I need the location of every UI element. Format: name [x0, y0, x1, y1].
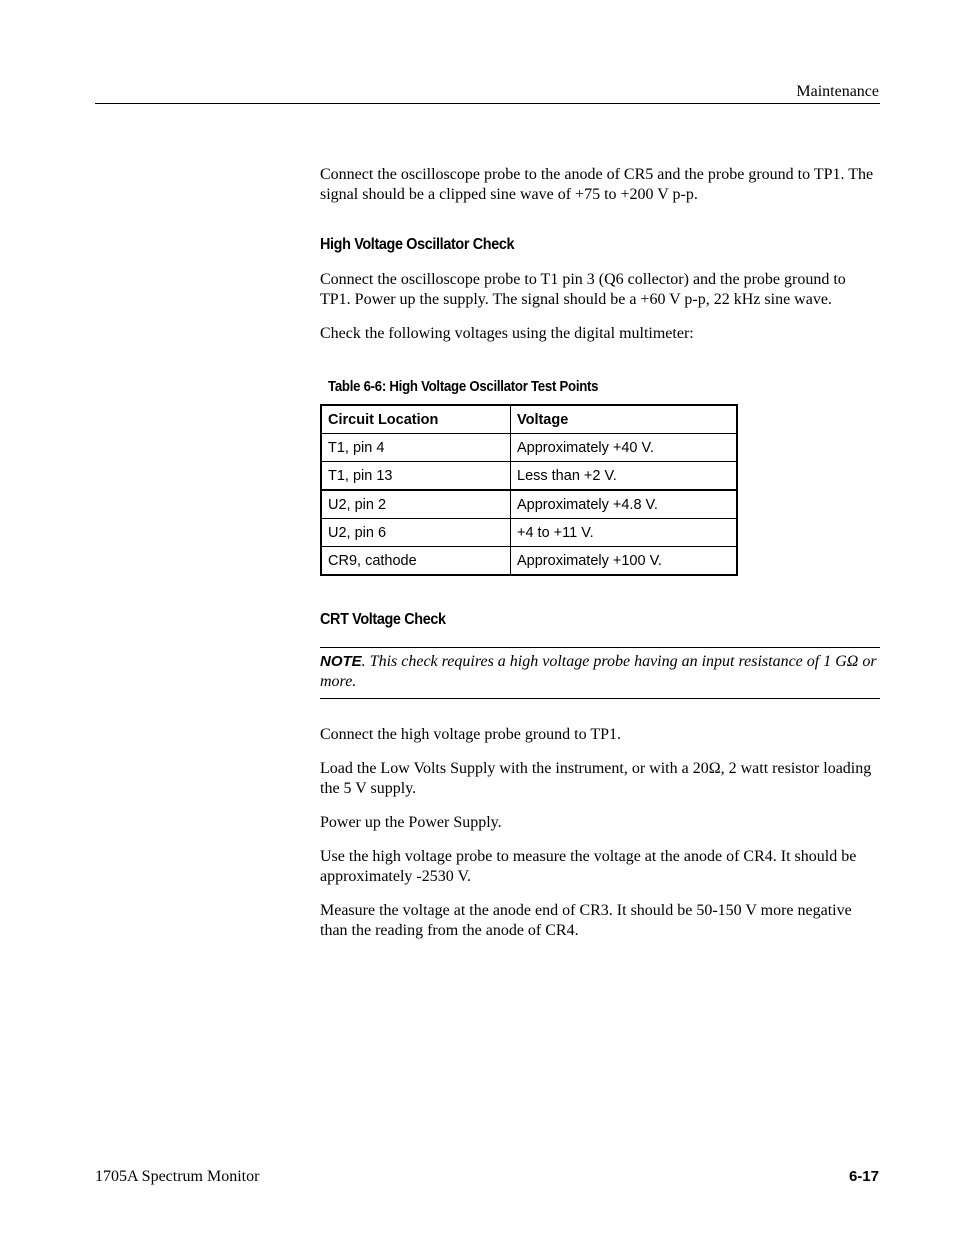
crt-paragraph-5: Measure the voltage at the anode end of CR3. It should be 50-150 V more negative than the reading from the anode of CR4.	[320, 902, 852, 939]
table-row	[321, 434, 737, 462]
table-caption: Table 6-6: High Voltage Oscillator Test Points	[328, 378, 599, 395]
table-header-row	[321, 405, 737, 434]
table-row	[321, 490, 737, 519]
cell-voltage: Approximately +40 V.	[511, 434, 738, 462]
cell-circuit-location: T1, pin 4	[321, 434, 511, 462]
cell-voltage: Approximately +4.8 V.	[511, 490, 738, 519]
cell-voltage: Less than +2 V.	[511, 462, 738, 491]
table-row	[321, 462, 737, 491]
hv-oscillator-heading: High Voltage Oscillator Check	[320, 236, 515, 253]
cell-circuit-location: T1, pin 13	[321, 462, 511, 491]
crt-voltage-heading: CRT Voltage Check	[320, 611, 446, 628]
note-label: NOTE	[320, 653, 362, 670]
cell-circuit-location: U2, pin 6	[321, 519, 511, 547]
table-row	[321, 519, 737, 547]
test-points-table	[320, 404, 738, 576]
table-row	[321, 547, 737, 576]
intro-paragraph: Connect the oscilloscope probe to the anode of CR5 and the probe ground to TP1. The signal should be a clipped sine wave of +75 to +200 V p-p.	[320, 166, 874, 203]
page-content	[320, 165, 880, 955]
crt-paragraph-3: Power up the Power Supply.	[320, 814, 502, 831]
crt-paragraph-1: Connect the high voltage probe ground to TP1.	[320, 726, 621, 743]
cell-voltage: +4 to +11 V.	[511, 519, 738, 547]
cell-circuit-location: U2, pin 2	[321, 490, 511, 519]
header-rule	[95, 103, 880, 104]
note-box	[320, 647, 880, 699]
footer-page-number: 6-17	[848, 1168, 879, 1185]
running-header: Maintenance	[796, 83, 879, 100]
note-text: . This check requires a high voltage probe having an input resistance of 1 GΩ or more.	[320, 653, 877, 690]
crt-paragraph-4: Use the high voltage probe to measure the voltage at the anode of CR4. It should be approximately -2530 V.	[320, 848, 857, 885]
hv-oscillator-paragraph-2: Check the following voltages using the digital multimeter:	[320, 325, 694, 342]
cell-voltage: Approximately +100 V.	[511, 547, 738, 576]
cell-circuit-location: CR9, cathode	[321, 547, 511, 576]
hv-oscillator-paragraph-1: Connect the oscilloscope probe to T1 pin 3 (Q6 collector) and the probe ground to TP1. Power up the supply. The signal should be a +60 V p-p, 22 kHz sine wave.	[320, 271, 846, 308]
footer-manual-title: 1705A Spectrum Monitor	[95, 1168, 260, 1185]
column-header-voltage: Voltage	[511, 405, 738, 434]
column-header-circuit-location: Circuit Location	[321, 405, 511, 434]
crt-paragraph-2: Load the Low Volts Supply with the instrument, or with a 20Ω, 2 watt resistor loading the 5 V supply.	[320, 760, 872, 797]
